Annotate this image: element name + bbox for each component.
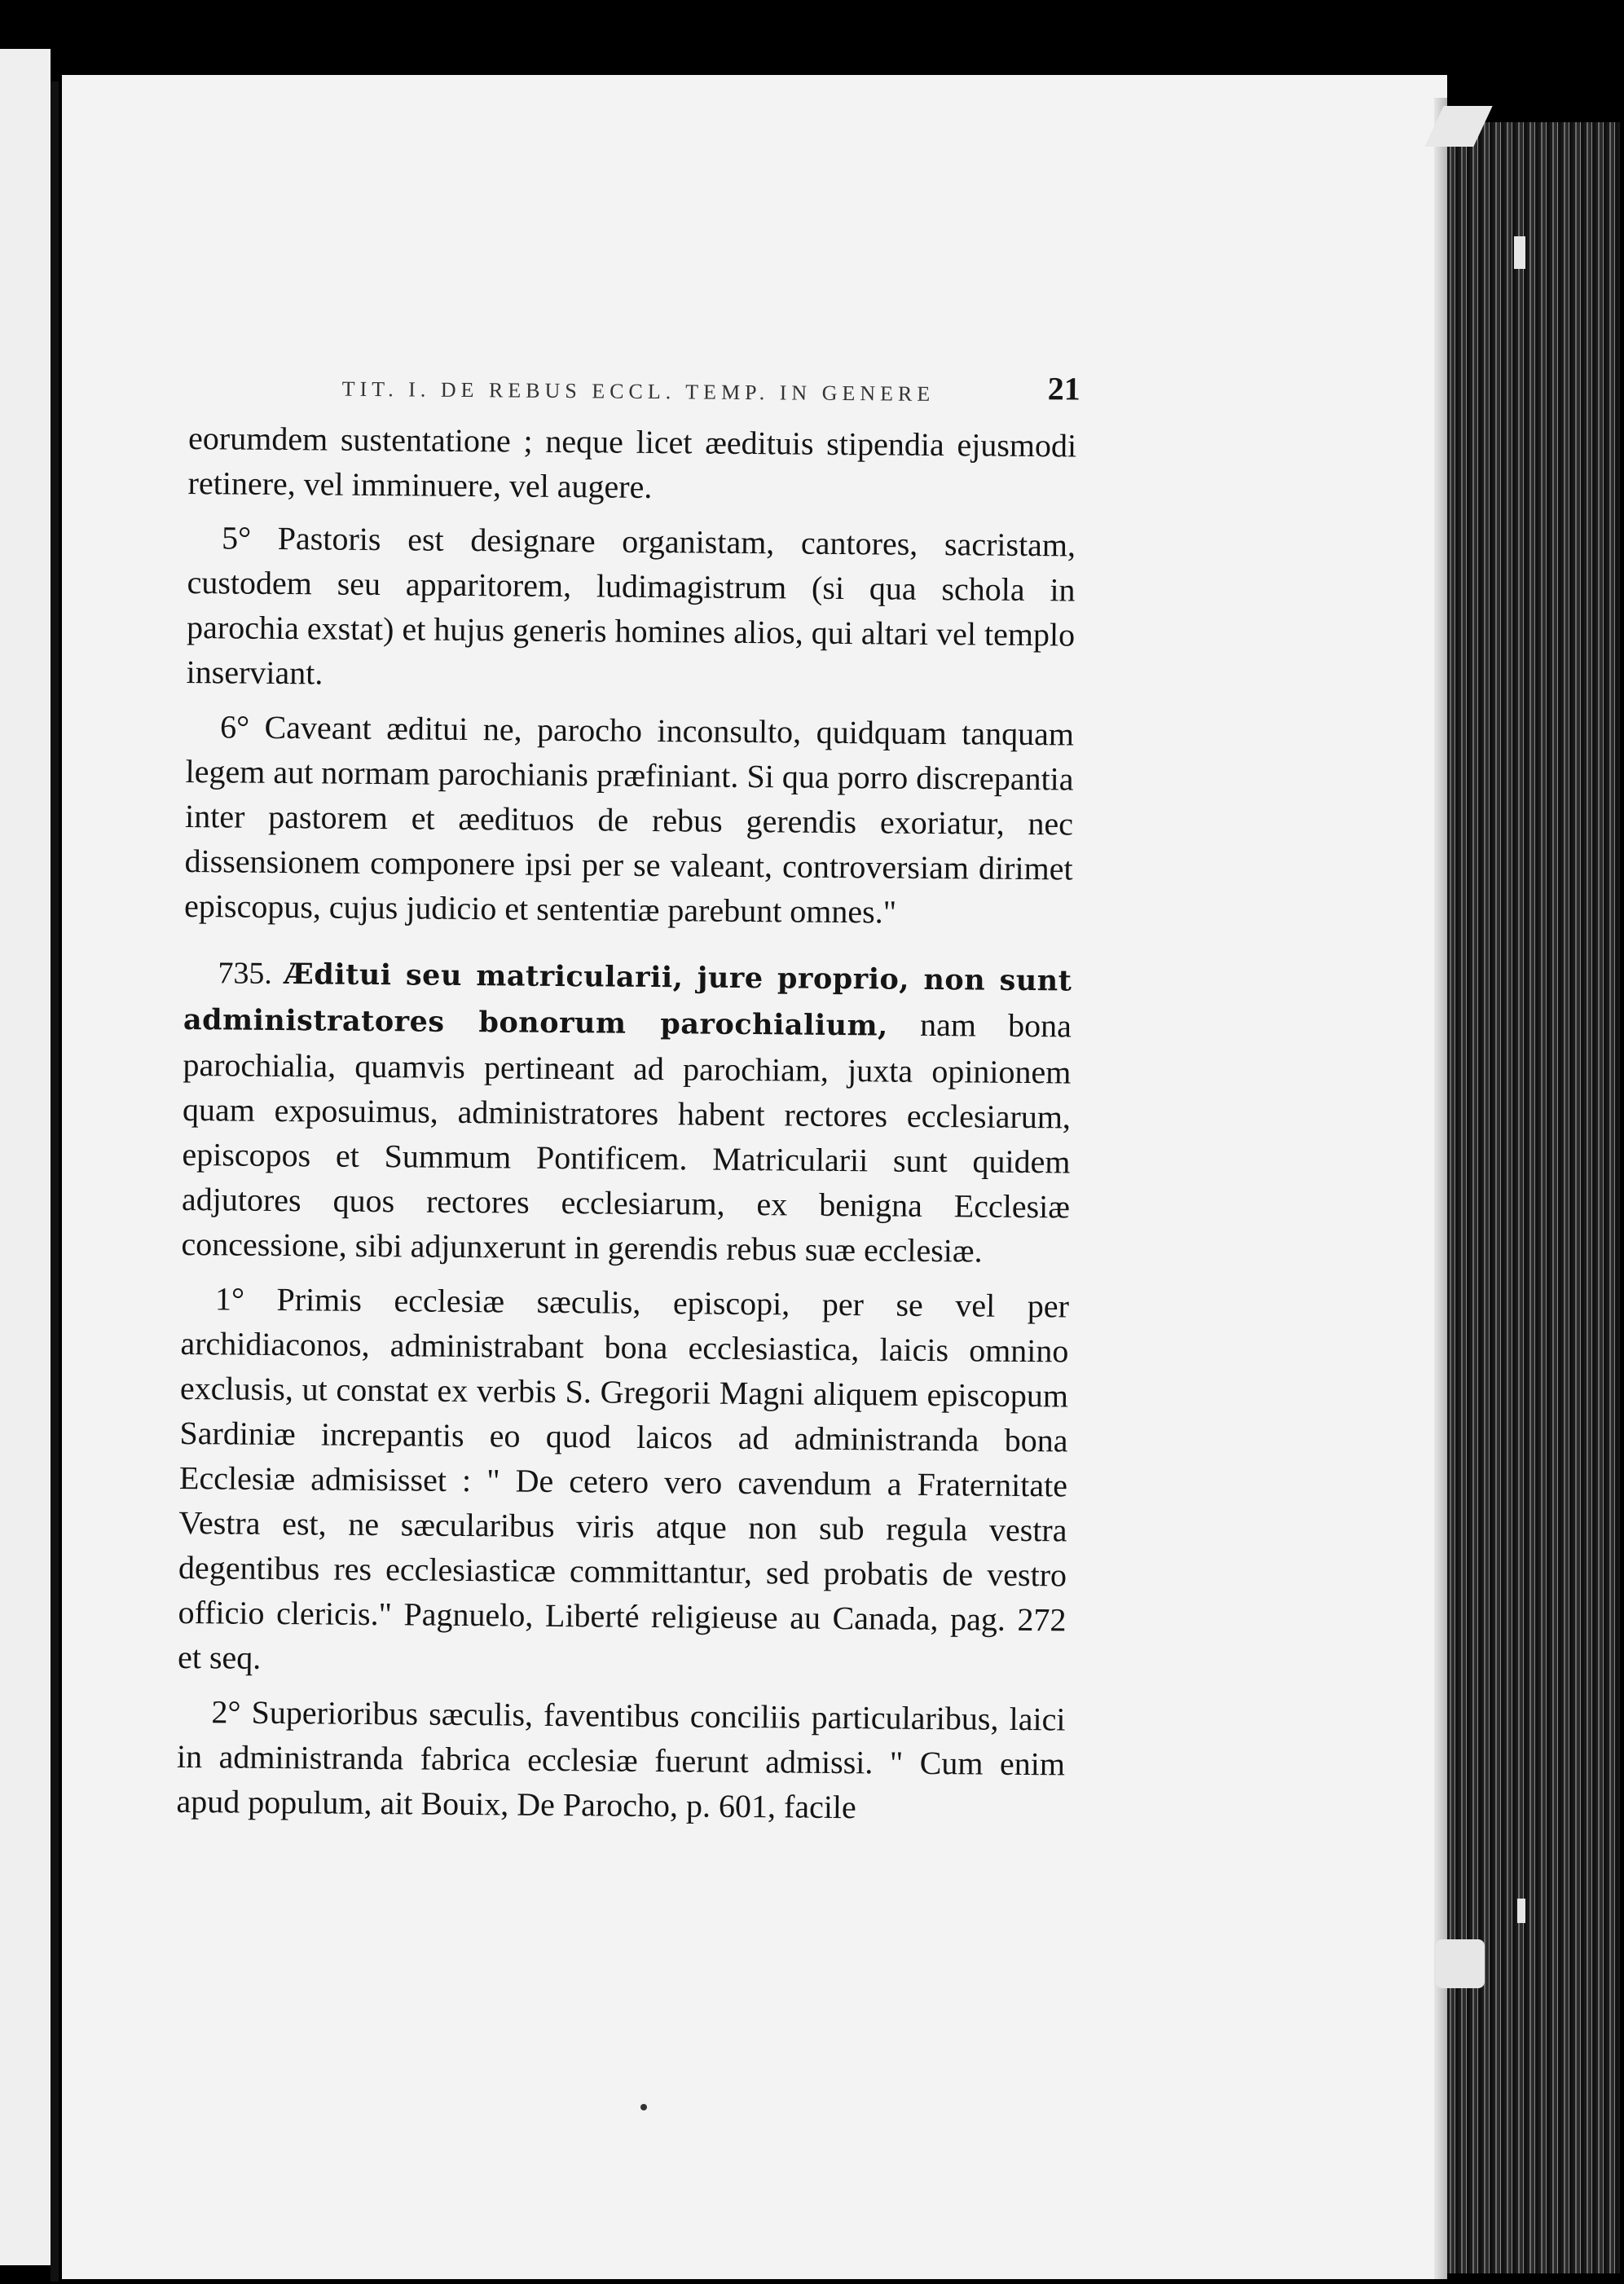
numbered-paragraph <box>181 949 1072 1274</box>
paragraph-body: nam bona parochialia, quamvis pertineant ad parochiam, juxta opinionem quam exposuimus, administratores habent rectores ecclesiarum, episcopos et Summum Pontificem. Matricularii sunt quidem adjutores quos rectores ecclesiarum, ex benigna Ecclesiæ concessione, sibi adjunxerunt in gerendis rebus suæ ecclesiæ. <box>181 1006 1072 1270</box>
running-head <box>188 359 1080 416</box>
paragraph: 2° Superioribus sæculis, faventibus conciliis particularibus, laici in administranda fabrica ecclesiæ fuerunt admissi. " Cum enim apud populum, ait Bouix, De Parocho, p. 601, facile <box>176 1693 1066 1826</box>
edge-speck <box>1514 236 1525 269</box>
page-number: 21 <box>1047 370 1080 407</box>
paragraph: eorumdem sustentatione ; neque licet æedituis stipendia ejusmodi retinere, vel imminuere, vel augere. <box>187 419 1077 505</box>
paragraph: 6° Caveant æditui ne, parocho inconsulto, quidquam tanquam legem aut normam parochianis præfiniant. Si qua porro discrepantia inter pastorem et æedituos de rebus gerendis exoriatur, nec dissensionem componere ipsi per se valeant, controversiam dirimet episcopus, cujus judicio et sententiæ parebunt omnes." <box>183 708 1075 931</box>
edge-speck <box>1517 1899 1525 1923</box>
gutter-shadow <box>51 81 59 2282</box>
page-text <box>176 359 1080 1841</box>
paragraph: 5° Pastoris est designare organistam, cantores, sacristam, custodem seu apparitorem, ludimagistrum (si qua schola in parochia exstat) et hujus generis homines alios, qui altari vel templo inserviant. <box>186 519 1076 692</box>
ink-dot <box>640 2104 647 2110</box>
paragraph: 1° Primis ecclesiæ sæculis, episcopi, per se vel per archidiaconos, administrabant bona ecclesiastica, laicis omnino exclusis, ut constat ex verbis S. Gregorii Magni aliquem episcopum Sardiniæ increpantis eo quod laicos ad administranda bona Ecclesiæ admisisset : " De cetero vero cavendum a Fraternitate Vestra est, ne sæcularibus viris atque non sub regula vestra degentibus res ecclesiasticæ committantur, sed probatis de vestro officio clericis." Pagnuelo, Liberté religieuse au Canada, pag. 272 et seq. <box>177 1280 1070 1676</box>
paragraph-heading: Æditui seu matricularii, jure proprio, non sunt administratores bonorum parochialium, <box>183 957 1072 1043</box>
paragraph-number: 735. <box>218 956 273 991</box>
edge-speck <box>1436 1939 1485 1988</box>
running-title: TIT. I. DE REBUS ECCL. TEMP. IN GENERE <box>341 376 935 406</box>
facing-page-edge <box>0 49 51 2265</box>
